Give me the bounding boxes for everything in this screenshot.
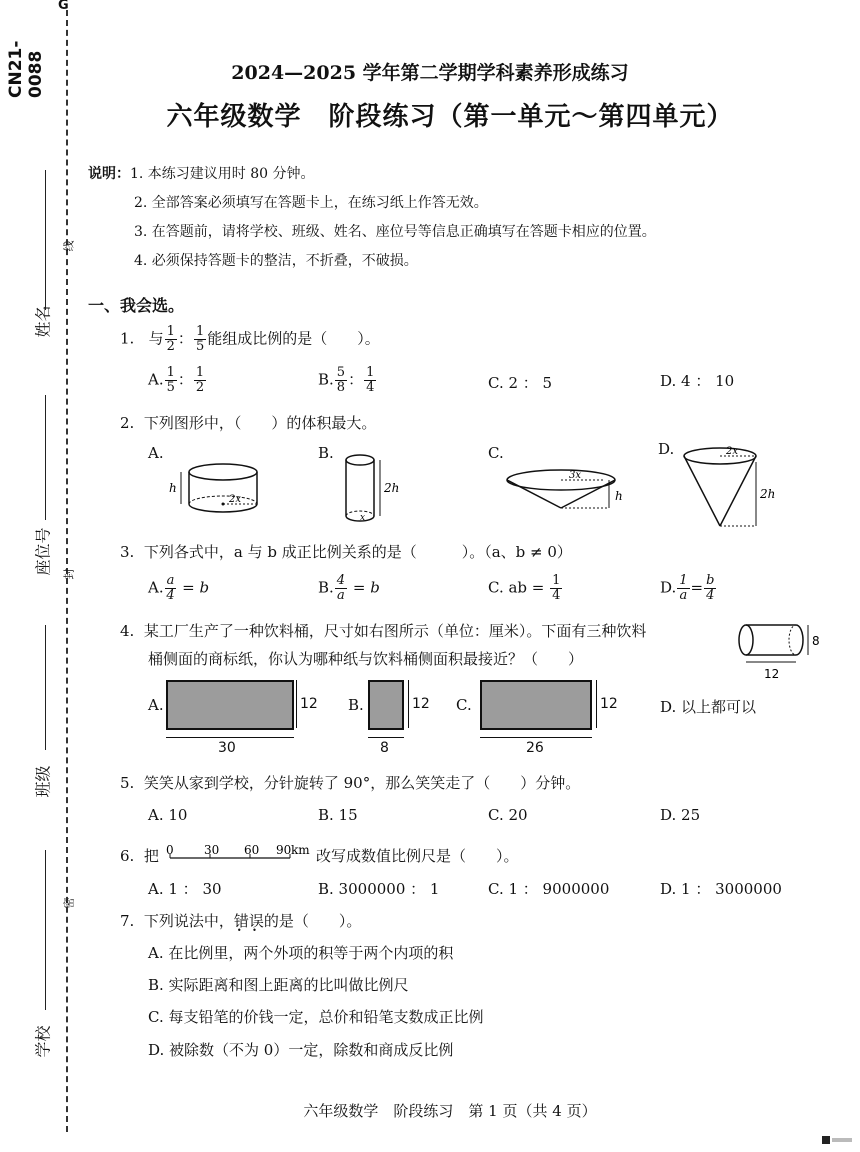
q2-option-b-label[interactable]: B.	[318, 444, 334, 462]
cylinder-a-figure	[165, 460, 275, 520]
q1-colon: ：	[177, 329, 193, 348]
dim-label: 12	[600, 696, 618, 712]
question-6	[120, 845, 159, 866]
dim-label: 2h	[760, 487, 776, 501]
q2-option-c-label[interactable]: C.	[488, 444, 504, 462]
q7-option-a[interactable]: A. 在比例里，两个外项的积等于两个内项的积	[148, 944, 454, 962]
seal-mark-secret: 密	[62, 897, 76, 909]
question-number: 3.	[120, 543, 135, 561]
q1-option-b[interactable]: B. $\frac{5}{8}$ ： $\frac{1}{4}$	[318, 365, 375, 395]
school-field-label: 学校	[33, 1025, 53, 1058]
dim-label: 2x	[229, 494, 242, 505]
dim-line	[408, 680, 409, 728]
class-field-label: 班级	[33, 765, 53, 798]
question-5	[120, 772, 580, 793]
cylinder-b-figure	[340, 452, 410, 528]
dim-label: h	[169, 481, 177, 495]
q3-option-a[interactable]: A. $\frac{a}{4}$ = b	[148, 573, 210, 603]
dim-label: 12	[300, 696, 318, 712]
exam-code: CN21-0088	[6, 40, 46, 98]
q5-option-b[interactable]: B. 15	[318, 806, 358, 824]
dim-label: 2h	[384, 481, 400, 495]
instructions	[88, 160, 656, 276]
numerator: 1	[166, 324, 175, 339]
instruction-item: 1. 本练习建议用时 80 分钟。	[130, 166, 315, 182]
barrel-figure	[734, 620, 830, 682]
seal-mark-seal: 封	[62, 568, 76, 580]
q6-option-c[interactable]: C. 1 ： 9000000	[488, 880, 610, 898]
q5-option-c[interactable]: C. 20	[488, 806, 528, 824]
q1-option-d[interactable]: D. 4 ： 10	[660, 372, 735, 390]
q5-option-d[interactable]: D. 25	[660, 806, 701, 824]
dim-label: 3x	[569, 470, 582, 481]
denominator: 5	[195, 339, 205, 354]
dim-label: x	[360, 513, 366, 523]
dim-label: 12	[764, 667, 780, 681]
q4-option-d[interactable]: D. 以上都可以	[660, 698, 757, 716]
exam-title-line2: 六年级数学 阶段练习（第一单元～第四单元）	[166, 102, 734, 132]
corner-mark: G	[58, 0, 69, 13]
q4-option-b-label[interactable]: B.	[348, 696, 364, 714]
scale-tick: 60	[244, 843, 260, 857]
question-text: 的是（ ）。	[263, 912, 362, 930]
dim-label: 2x	[726, 446, 739, 457]
q7-option-d[interactable]: D. 被除数（不为 0）一定，除数和商成反比例	[148, 1041, 454, 1059]
emphasized-word: 错误 • •	[234, 912, 264, 930]
q3-option-b[interactable]: B. $\frac{4}{a}$ = b	[318, 573, 380, 603]
question-number: 5.	[120, 774, 135, 792]
dim-line	[596, 680, 597, 728]
page-footer: 六年级数学 阶段练习 第 1 页（共 4 页）	[303, 1102, 597, 1120]
question-text: 某工厂生产了一种饮料桶，尺寸如右图所示（单位：厘米）。下面有三种饮料	[143, 622, 647, 640]
question-text: 下列各式中，a 与 b 成正比例关系的是（ ）。（a、b ≠ 0）	[143, 543, 572, 561]
instructions-lead: 说明：	[88, 166, 130, 182]
question-2	[120, 412, 376, 433]
dim-label: 8	[812, 634, 820, 648]
dim-label: 30	[218, 740, 236, 756]
q4-option-c-label[interactable]: C.	[456, 696, 472, 714]
instruction-item: 3. 在答题前，请将学校、班级、姓名、座位号等信息正确填写在答题卡相应的位置。	[134, 224, 656, 240]
q5-option-a[interactable]: A. 10	[148, 806, 188, 824]
seat-field-line	[45, 395, 46, 520]
scale-unit: km	[291, 843, 310, 857]
name-field-line	[45, 170, 46, 310]
dim-label: h	[615, 489, 623, 503]
cone-d-figure	[680, 442, 790, 534]
line-scale-figure	[164, 840, 314, 866]
question-text: 下列说法中，	[143, 912, 234, 930]
question-number: 7.	[120, 912, 135, 930]
q7-option-c[interactable]: C. 每支铅笔的价钱一定，总价和铅笔支数成正比例	[148, 1008, 484, 1026]
numerator: 1	[195, 324, 205, 339]
q6-option-d[interactable]: D. 1 ： 3000000	[660, 880, 782, 898]
question-number: 6.	[120, 847, 135, 865]
q1-text-pre: 与	[148, 329, 164, 348]
question-text: 笑笑从家到学校，分针旋转了 90°，那么笑笑走了（ ）分钟。	[143, 774, 581, 792]
q3-option-c[interactable]: C. ab = $\frac{1}{4}$	[488, 573, 561, 603]
cone-c-figure	[505, 462, 635, 518]
name-field-label: 姓名	[33, 305, 53, 338]
dim-label: 12	[412, 696, 430, 712]
question-number: 4.	[120, 622, 135, 640]
q6-option-a[interactable]: A. 1 ： 30	[148, 880, 222, 898]
question-number: 2.	[120, 414, 135, 432]
question-1	[120, 325, 380, 354]
q1-text-post: 能组成比例的是（ ）。	[207, 329, 380, 348]
question-3	[120, 541, 572, 562]
school-field-line	[45, 850, 46, 1010]
instruction-item: 2. 全部答案必须填写在答题卡上，在练习纸上作答无效。	[134, 195, 488, 211]
seal-mark-line: 线	[62, 240, 76, 252]
question-6-post: 改写成数值比例尺是（ ）。	[316, 847, 519, 865]
question-7	[120, 910, 361, 931]
dim-label: 8	[380, 740, 389, 756]
q2-option-d-label[interactable]: D.	[658, 440, 675, 458]
denominator: 2	[166, 339, 175, 354]
q1-option-c[interactable]: C. 2 ： 5	[488, 374, 553, 392]
fraction	[194, 325, 206, 354]
question-4-line2: 桶侧面的商标纸，你认为哪种纸与饮料桶侧面积最接近？（ ）	[148, 650, 584, 668]
seat-field-label: 座位号	[33, 527, 53, 576]
q3-option-d[interactable]: D. $\frac{1}{a}$ = $\frac{b}{4}$	[660, 573, 715, 603]
exam-title-line1: 2024—2025 学年第二学期学科素养形成练习	[231, 62, 629, 84]
question-number: 1.	[120, 329, 135, 348]
section-title: 一、我会选。	[88, 296, 185, 315]
dim-line	[368, 737, 404, 738]
question-4-line1	[120, 620, 646, 641]
label-paper-a[interactable]	[166, 680, 294, 730]
dim-line	[166, 737, 294, 738]
dim-line	[296, 680, 297, 728]
q7-option-b[interactable]: B. 实际距离和图上距离的比叫做比例尺	[148, 976, 409, 994]
scale-tick: 30	[204, 843, 220, 857]
label-paper-b[interactable]	[368, 680, 404, 730]
scale-tick: 90	[276, 843, 292, 857]
q1-option-a[interactable]: A. $\frac{1}{5}$ ： $\frac{1}{2}$	[148, 365, 205, 395]
dim-line	[480, 737, 592, 738]
fraction	[165, 325, 177, 354]
q2-option-a-label[interactable]: A.	[148, 444, 164, 462]
instruction-item: 4. 必须保持答题卡的整洁，不折叠，不破损。	[134, 253, 418, 269]
corner-logo	[822, 1136, 852, 1144]
label-paper-c[interactable]	[480, 680, 592, 730]
question-text: 下列图形中，（ ）的体积最大。	[143, 414, 377, 432]
class-field-line	[45, 625, 46, 750]
scale-tick: 0	[166, 843, 174, 857]
q6-option-b[interactable]: B. 3000000 ： 1	[318, 880, 440, 898]
question-text: 把	[143, 847, 159, 865]
q4-option-a-label[interactable]: A.	[148, 696, 164, 714]
dim-label: 26	[526, 740, 544, 756]
